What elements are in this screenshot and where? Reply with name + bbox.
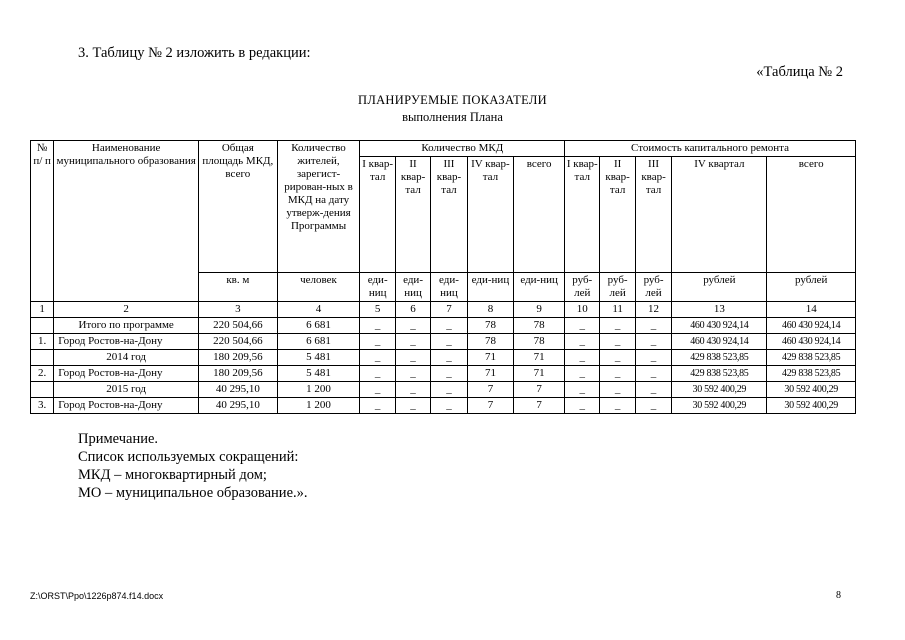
row-num: 3.	[31, 398, 54, 414]
row-mkd-q1: _	[360, 382, 395, 398]
row-cost-q4: 429 838 523,85	[672, 350, 767, 366]
row-mkd-total: 78	[514, 334, 565, 350]
row-cost-q2: _	[600, 366, 635, 382]
unit-rubles-1: рублей	[672, 273, 767, 302]
row-mkd-q3: _	[431, 334, 467, 350]
table-row	[31, 334, 856, 350]
unit-area: кв. м	[199, 273, 278, 302]
row-cost-q2: _	[600, 318, 635, 334]
row-name: Город Ростов-на-Дону	[54, 334, 199, 350]
row-cost-q3: _	[635, 334, 671, 350]
table-row	[31, 382, 856, 398]
row-cost-q1: _	[565, 382, 600, 398]
row-mkd-q4: 71	[467, 366, 513, 382]
col-number: 8	[467, 302, 513, 318]
table-heading	[0, 92, 905, 126]
header-num: № п/ п	[31, 141, 54, 302]
row-cost-q3: _	[635, 350, 671, 366]
row-residents: 6 681	[277, 334, 360, 350]
row-area: 220 504,66	[199, 318, 278, 334]
row-name: 2014 год	[54, 350, 199, 366]
header-mkd-total: всего	[514, 157, 565, 273]
header-residents: Количество жителей, зарегист-рирован-ных в МКД на дату утверж-дения Программы	[277, 141, 360, 273]
row-num	[31, 318, 54, 334]
header-row-1	[31, 141, 856, 157]
header-mkd-q1: I квар-тал	[360, 157, 395, 273]
row-area: 40 295,10	[199, 382, 278, 398]
row-cost-total: 30 592 400,29	[767, 382, 856, 398]
row-cost-q3: _	[635, 382, 671, 398]
note-line-1: Список используемых сокращений:	[78, 449, 299, 465]
header-cost-q3: III квар-тал	[635, 157, 671, 273]
row-mkd-total: 78	[514, 318, 565, 334]
row-cost-total: 460 430 924,14	[767, 318, 856, 334]
header-mkd-q4: IV квар-тал	[467, 157, 513, 273]
table-row	[31, 398, 856, 414]
row-mkd-q2: _	[395, 318, 430, 334]
row-mkd-q2: _	[395, 398, 430, 414]
col-number: 4	[277, 302, 360, 318]
row-cost-q3: _	[635, 366, 671, 382]
row-area: 180 209,56	[199, 350, 278, 366]
row-mkd-q1: _	[360, 366, 395, 382]
header-mkd-q2: II квар-тал	[395, 157, 430, 273]
heading-line-1: ПЛАНИРУЕМЫЕ ПОКАЗАТЕЛИ	[358, 93, 547, 107]
row-mkd-q3: _	[431, 366, 467, 382]
row-mkd-q2: _	[395, 334, 430, 350]
row-cost-q1: _	[565, 334, 600, 350]
header-cost-q1: I квар-тал	[565, 157, 600, 273]
table-row	[31, 350, 856, 366]
row-cost-total: 30 592 400,29	[767, 398, 856, 414]
row-mkd-q4: 71	[467, 350, 513, 366]
row-mkd-q2: _	[395, 366, 430, 382]
header-cost-total: всего	[767, 157, 856, 273]
col-number: 11	[600, 302, 635, 318]
heading-line-2: выполнения Плана	[402, 110, 503, 124]
column-numbers-row	[31, 302, 856, 318]
intro-text: 3. Таблицу № 2 изложить в редакции:	[78, 45, 311, 61]
row-cost-q3: _	[635, 318, 671, 334]
row-cost-q2: _	[600, 398, 635, 414]
note-line-2: МКД – многоквартирный дом;	[78, 467, 267, 483]
row-cost-total: 429 838 523,85	[767, 350, 856, 366]
row-cost-q4: 30 592 400,29	[672, 382, 767, 398]
row-mkd-q3: _	[431, 398, 467, 414]
row-cost-q1: _	[565, 350, 600, 366]
row-cost-total: 429 838 523,85	[767, 366, 856, 382]
row-residents: 6 681	[277, 318, 360, 334]
row-mkd-q3: _	[431, 382, 467, 398]
header-area: Общая площадь МКД, всего	[199, 141, 278, 273]
row-cost-q4: 460 430 924,14	[672, 318, 767, 334]
footer-file-path: Z:\ORST\Ppo\1226p874.f14.docx	[30, 591, 164, 601]
row-name: Город Ростов-на-Дону	[54, 366, 199, 382]
row-mkd-total: 7	[514, 382, 565, 398]
unit-mkd-1: еди-ниц	[360, 273, 395, 302]
row-cost-q4: 460 430 924,14	[672, 334, 767, 350]
row-cost-q2: _	[600, 350, 635, 366]
header-mkd-group: Количество МКД	[360, 141, 565, 157]
row-area: 180 209,56	[199, 366, 278, 382]
note-line-3: МО – муниципальное образование.».	[78, 485, 308, 501]
row-cost-total: 460 430 924,14	[767, 334, 856, 350]
unit-rub-2: руб-лей	[600, 273, 635, 302]
row-cost-q2: _	[600, 382, 635, 398]
row-mkd-total: 71	[514, 366, 565, 382]
row-cost-q1: _	[565, 398, 600, 414]
row-mkd-q1: _	[360, 398, 395, 414]
row-mkd-q4: 78	[467, 318, 513, 334]
row-mkd-q3: _	[431, 318, 467, 334]
col-number: 2	[54, 302, 199, 318]
row-cost-q1: _	[565, 318, 600, 334]
unit-mkd-4: еди-ниц	[467, 273, 513, 302]
header-cost-q4: IV квартал	[672, 157, 767, 273]
unit-mkd-3: еди-ниц	[431, 273, 467, 302]
unit-rub-1: руб-лей	[565, 273, 600, 302]
row-cost-q2: _	[600, 334, 635, 350]
row-cost-q1: _	[565, 366, 600, 382]
table-row	[31, 366, 856, 382]
planned-indicators-table	[30, 140, 856, 414]
row-cost-q4: 429 838 523,85	[672, 366, 767, 382]
col-number: 7	[431, 302, 467, 318]
header-mkd-q3: III квар-тал	[431, 157, 467, 273]
col-number: 10	[565, 302, 600, 318]
row-residents: 1 200	[277, 398, 360, 414]
row-mkd-q1: _	[360, 318, 395, 334]
note-block	[78, 430, 308, 502]
row-area: 220 504,66	[199, 334, 278, 350]
table-body	[31, 318, 856, 414]
header-cost-group: Стоимость капитального ремонта	[565, 141, 856, 157]
table-reference: «Таблица № 2	[756, 64, 843, 80]
footer-page-number: 8	[836, 590, 841, 601]
note-title: Примечание.	[78, 431, 159, 447]
unit-rub-3: руб-лей	[635, 273, 671, 302]
row-mkd-q2: _	[395, 382, 430, 398]
row-mkd-q4: 7	[467, 382, 513, 398]
row-area: 40 295,10	[199, 398, 278, 414]
header-cost-q2: II квар-тал	[600, 157, 635, 273]
row-cost-q3: _	[635, 398, 671, 414]
row-mkd-q4: 7	[467, 398, 513, 414]
col-number: 14	[767, 302, 856, 318]
unit-mkd-2: еди-ниц	[395, 273, 430, 302]
col-number: 13	[672, 302, 767, 318]
table-row	[31, 318, 856, 334]
row-mkd-q3: _	[431, 350, 467, 366]
row-num	[31, 350, 54, 366]
col-number: 1	[31, 302, 54, 318]
row-mkd-total: 71	[514, 350, 565, 366]
col-number: 3	[199, 302, 278, 318]
col-number: 9	[514, 302, 565, 318]
row-residents: 5 481	[277, 350, 360, 366]
row-residents: 5 481	[277, 366, 360, 382]
unit-residents: человек	[277, 273, 360, 302]
row-num: 2.	[31, 366, 54, 382]
row-name: Итого по программе	[54, 318, 199, 334]
row-mkd-q2: _	[395, 350, 430, 366]
row-mkd-q1: _	[360, 334, 395, 350]
row-name: Город Ростов-на-Дону	[54, 398, 199, 414]
row-residents: 1 200	[277, 382, 360, 398]
col-number: 5	[360, 302, 395, 318]
row-mkd-total: 7	[514, 398, 565, 414]
col-number: 12	[635, 302, 671, 318]
row-cost-q4: 30 592 400,29	[672, 398, 767, 414]
col-number: 6	[395, 302, 430, 318]
header-name: Наименование муниципального образования	[54, 141, 199, 302]
unit-mkd-5: еди-ниц	[514, 273, 565, 302]
row-name: 2015 год	[54, 382, 199, 398]
unit-rubles-2: рублей	[767, 273, 856, 302]
row-num: 1.	[31, 334, 54, 350]
row-mkd-q4: 78	[467, 334, 513, 350]
row-num	[31, 382, 54, 398]
row-mkd-q1: _	[360, 350, 395, 366]
